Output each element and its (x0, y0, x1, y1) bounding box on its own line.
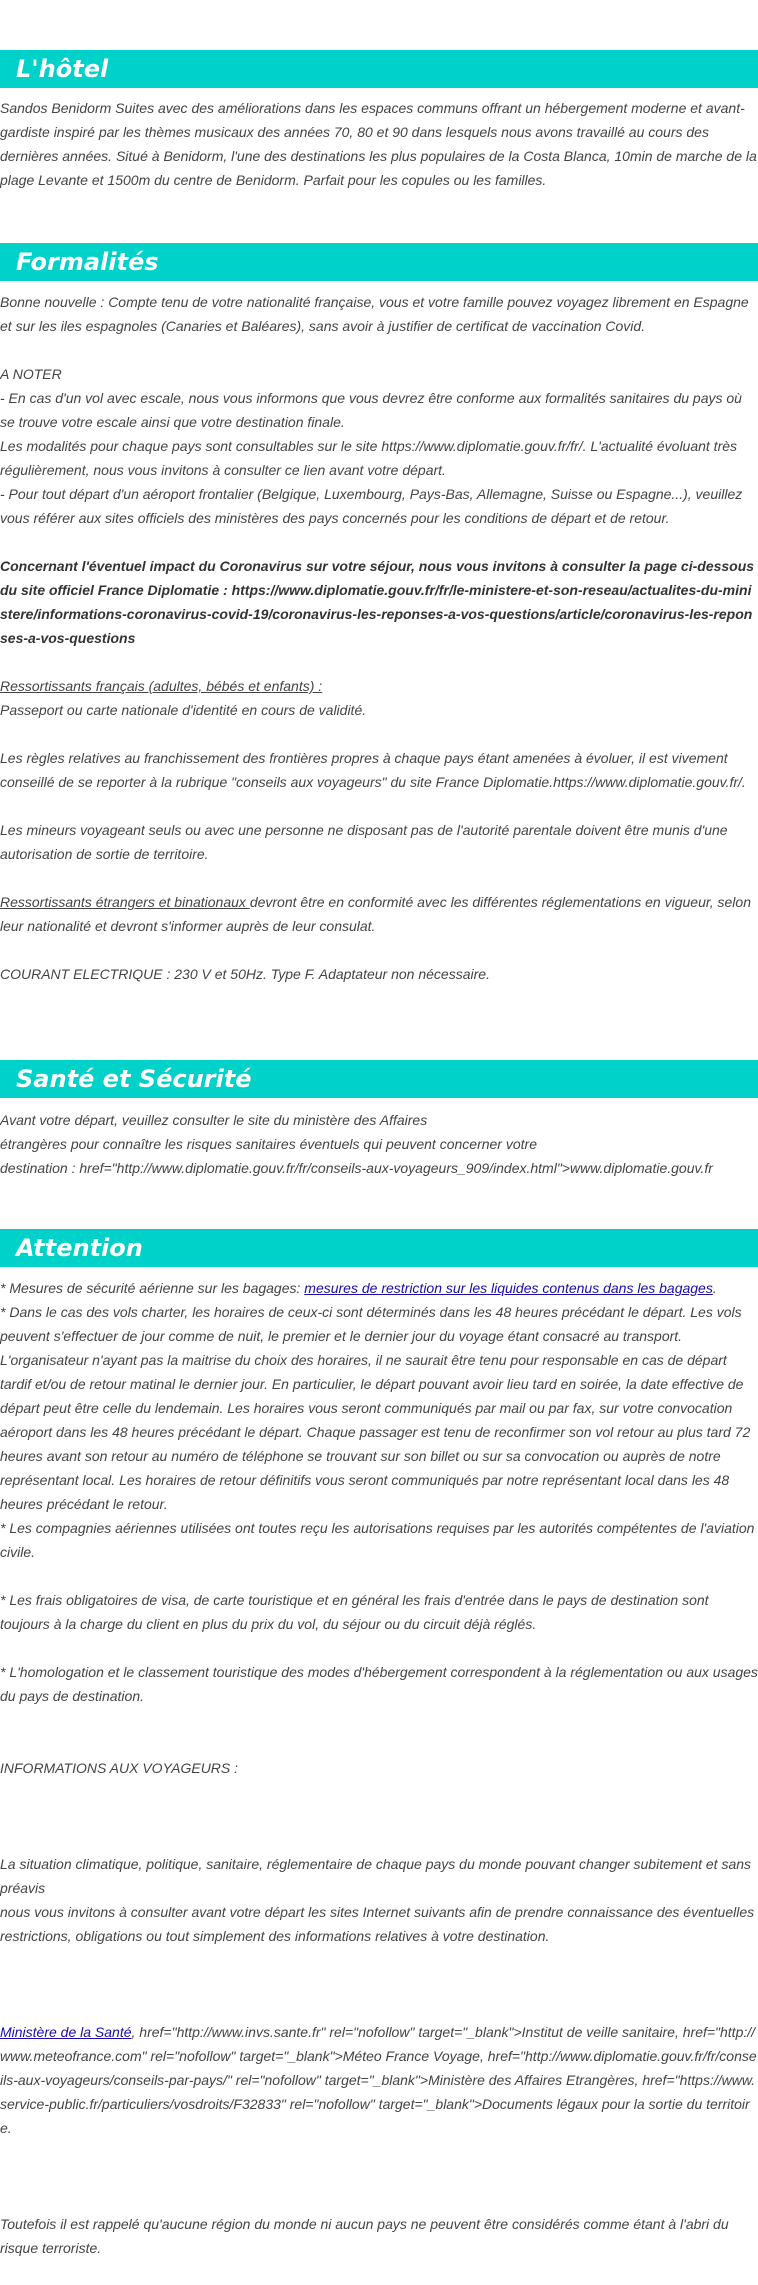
mineurs-notice: Les mineurs voyageant seuls ou avec une personne ne disposant pas de l'autorité parentale doivent être munis d'une autorisation de sortie de territoire. (0, 822, 728, 862)
mesures-suffix: . (712, 1280, 717, 1296)
ressortissants-etrangers-label: Ressortissants étrangers et binationaux (0, 894, 250, 910)
compagnies-aeriennes: * Les compagnies aériennes utilisées ont toutes reçu les autorisations requises par les autorités compétentes de l'aviation civile. (0, 1520, 755, 1560)
mesures-securite (0, 1276, 758, 1300)
a-noter-heading: A NOTER (0, 366, 62, 382)
hotel-description (0, 96, 758, 192)
mesures-prefix: * Mesures de sécurité aérienne sur les bagages: (0, 1280, 305, 1296)
note-escale: - En cas d'un vol avec escale, nous vous informons que vous devrez être conforme aux formalités sanitaires du pays où se trouve votre escale ainsi que votre destination finale. (0, 390, 742, 430)
sante-line-2: étrangères pour connaître les risques sanitaires éventuels qui peuvent concerner votre (0, 1136, 537, 1152)
courant-electrique: COURANT ELECTRIQUE : 230 V et 50Hz. Type F. Adaptateur non nécessaire. (0, 966, 490, 982)
section-title-attention: Attention (0, 1229, 758, 1267)
sites-links (0, 2020, 758, 2140)
formalites-content (0, 290, 758, 986)
sante-content (0, 1108, 758, 1180)
ressortissants-etrangers-text: devront être en conformité avec les différentes réglementations en vigueur, selon leur nationalité et devront s'informer auprès de leur consulat. (0, 894, 751, 934)
ressortissants-etrangers (0, 890, 758, 938)
informations-voyageurs-heading: INFORMATIONS AUX VOYAGEURS : (0, 1760, 239, 1776)
sante-line-3: destination : href="http://www.diplomatie.gouv.fr/fr/conseils-aux-voyageurs_909/index.html">www.diplomatie.gouv.fr (0, 1160, 713, 1176)
note-modalites: Les modalités pour chaque pays sont consultables sur le site https://www.diplomatie.gouv.fr/fr/. L'actualité évoluant très régulièrement, nous vous invitons à consulter ce lien avant votre départ. (0, 438, 738, 478)
situation-text-2: nous vous invitons à consulter avant votre départ les sites Internet suivants afin de prendre connaissance des éventuelles restrictions, obligations ou tout simplement des informations relatives à votre destination. (0, 1904, 755, 1944)
ressortissants-francais-text: Passeport ou carte nationale d'identité en cours de validité. (0, 702, 367, 718)
regles-frontieres: Les règles relatives au franchissement des frontières propres à chaque pays étant amenées à évoluer, il est vivement conseillé de se reporter à la rubrique "conseils aux voyageurs" du site France Diplomatie.https://www.diplomatie.gouv.fr/. (0, 750, 746, 790)
vols-charter: * Dans le cas des vols charter, les horaires de ceux-ci sont déterminés dans les 48 heures précédant le départ. Les vols peuvent s'effectuer de jour comme de nuit, le premier et le dernier jour du voyage étant consacré au transport. L'organisateur n'ayant pas la maitrise du choix des horaires, il ne saurait être tenu pour responsable en cas de départ tardif et/ou de retour matinal le dernier jour. En particulier, le départ pouvant avoir lieu tard en soirée, la date effective de départ peut être celle du lendemain. Les horaires vous seront communiqués par mail ou par fax, sur votre convocation aéroport dans les 48 heures précédant le départ. Chaque passager est tenu de reconfirmer son vol retour au plus tard 72 heures avant son retour au numéro de téléphone se trouvant sur son billet ou sur sa convocation ou auprès de notre représentant local. Les horaires de retour définitifs vous seront communiqués par notre représentant local dans les 48 heures précédant le retour. (0, 1304, 751, 1512)
formalites-intro: Bonne nouvelle : Compte tenu de votre nationalité française, vous et votre famille pouvez voyagez librement en Espagne et sur les iles espagnoles (Canaries et Baléares), sans avoir à justifier de certificat de vaccination Covid. (0, 294, 749, 334)
liquides-restriction-link[interactable]: mesures de restriction sur les liquides contenus dans les bagages (304, 1280, 713, 1296)
risque-terroriste: Toutefois il est rappelé qu'aucune région du monde ni aucun pays ne peuvent être considérés comme étant à l'abri du risque terroriste. (0, 2216, 729, 2256)
covid-notice: Concernant l'éventuel impact du Coronavirus sur votre séjour, nous vous invitons à consulter la page ci-dessous du site officiel France Diplomatie : https://www.diplomatie.gouv.fr/fr/le-ministere-et-son-reseau/actualites-du-ministere/informations-coronavirus-covid-19/coronavirus-les-reponses-a-vos-questions/article/coronavirus-les-reponses-a-vos-questions (0, 558, 755, 646)
hotel-text: Sandos Benidorm Suites avec des améliorations dans les espaces communs offrant un hébergement moderne et avant-gardiste inspiré par les thèmes musicaux des années 70, 80 et 90 dans lesquels nous avons travaillé au cours des dernières années. Situé à Benidorm, l'une des destinations les plus populaires de la Costa Blanca, 10min de marche de la plage Levante et 1500m du centre de Benidorm. Parfait pour les copules ou les familles. (0, 100, 757, 188)
ministere-sante-link[interactable]: Ministère de la Santé (0, 2024, 132, 2040)
sites-links-rest: , href="http://www.invs.sante.fr" rel="nofollow" target="_blank">Institut de veille sanitaire, href="http://www.meteofrance.com" rel="nofollow" target="_blank">Méteo France Voyage, href="http://www.diplomatie.gouv.fr/fr/conseils-aux-voyageurs/conseils-par-pays/" rel="nofollow" target="_blank">Ministère des Affaires Etrangères, href="https://www.service-public.fr/particuliers/vosdroits/F32833" rel="nofollow" target="_blank">Documents légaux pour la sortie du territoire. (0, 2024, 757, 2136)
attention-content (0, 1276, 758, 2260)
note-frontalier: - Pour tout départ d'un aéroport frontalier (Belgique, Luxembourg, Pays-Bas, Allemagne, Suisse ou Espagne...), veuillez vous référer aux sites officiels des ministères des pays concernés pour les conditions de départ et de retour. (0, 486, 743, 526)
section-title-hotel: L'hôtel (0, 50, 758, 88)
sante-line-1: Avant votre départ, veuillez consulter le site du ministère des Affaires (0, 1112, 428, 1128)
section-title-formalites: Formalités (0, 243, 758, 281)
frais-obligatoires: * Les frais obligatoires de visa, de carte touristique et en général les frais d'entrée dans le pays de destination sont toujours à la charge du client en plus du prix du vol, du séjour ou du circuit déjà réglés. (0, 1592, 709, 1632)
section-title-sante: Santé et Sécurité (0, 1060, 758, 1098)
ressortissants-francais-label: Ressortissants français (adultes, bébés et enfants) : (0, 678, 323, 694)
situation-text-1: La situation climatique, politique, sanitaire, réglementaire de chaque pays du monde pouvant changer subitement et sans préavis (0, 1856, 752, 1896)
homologation: * L'homologation et le classement touristique des modes d'hébergement correspondent à la réglementation ou aux usages du pays de destination. (0, 1664, 758, 1704)
